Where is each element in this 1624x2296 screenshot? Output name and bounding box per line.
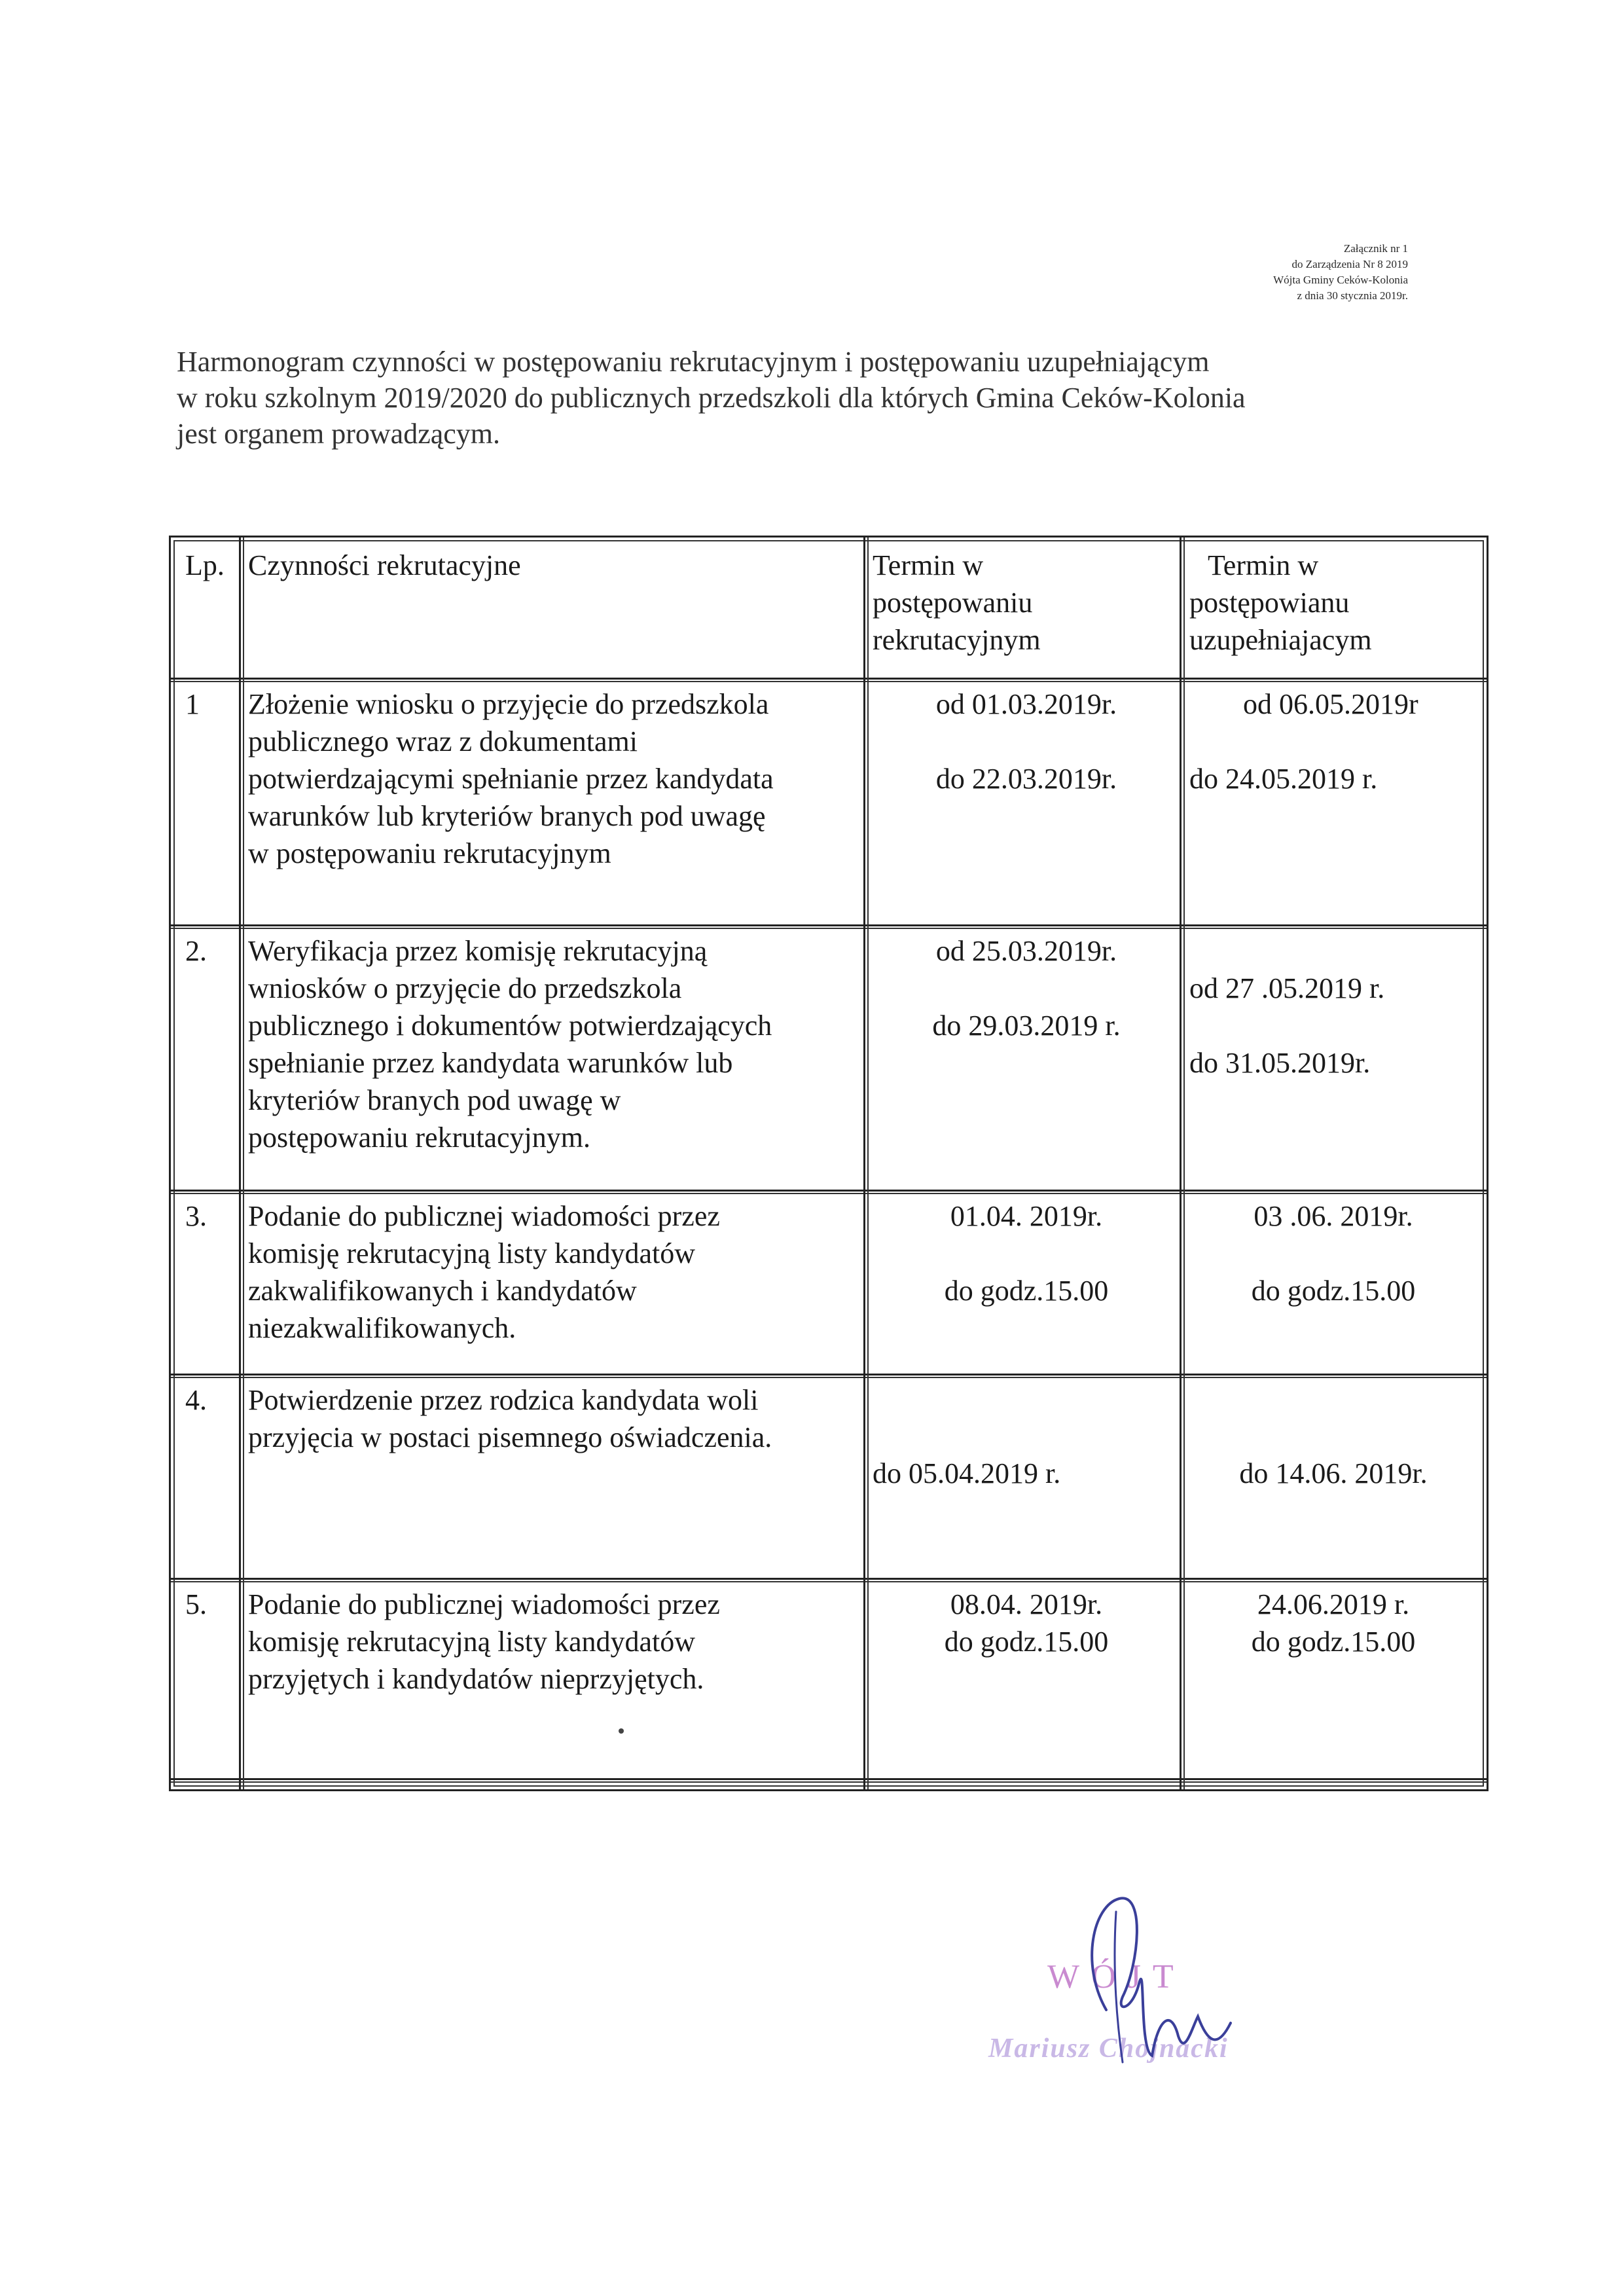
row-divider xyxy=(171,1578,1487,1582)
row-1-activity: Złożenie wniosku o przyjęcie do przedszkola publicznego wraz z dokumentami potwierdzającymi spełnianie przez kandydata warunków lub kryteriów branych pod uwagę w postępowaniu rekrutacyjnym xyxy=(248,688,774,869)
document-title xyxy=(177,344,1420,452)
stamp-name: Mariusz Chojnacki xyxy=(988,2033,1229,2064)
row-divider xyxy=(171,1778,1487,1783)
header-term-recruitment: Termin w postępowaniu rekrutacyjnym xyxy=(873,549,1041,656)
row-4-term-recruitment: do 05.04.2019 r. xyxy=(873,1457,1061,1489)
row-1-lp: 1 xyxy=(185,688,200,720)
annex-line-2: do Zarządzenia Nr 8 2019 xyxy=(1291,258,1408,270)
handwritten-signature xyxy=(982,1886,1322,2082)
row-5-activity: Podanie do publicznej wiadomości przez komisję rekrutacyjną listy kandydatów przyjętych i kandydatów nieprzyjętych. xyxy=(248,1588,720,1695)
column-divider xyxy=(863,538,869,1789)
row-3-term-supplementary: 03 .06. 2019r. do godz.15.00 xyxy=(1251,1200,1416,1307)
header-lp: Lp. xyxy=(185,549,225,581)
stray-mark xyxy=(619,1728,624,1734)
row-3-lp: 3. xyxy=(185,1200,207,1232)
row-divider xyxy=(171,1374,1487,1378)
annex-line-1: Załącznik nr 1 xyxy=(1343,242,1408,255)
row-5-term-recruitment: 08.04. 2019r. do godz.15.00 xyxy=(944,1588,1109,1658)
row-1-term-recruitment: od 01.03.2019r. do 22.03.2019r. xyxy=(935,688,1117,795)
row-3-term-recruitment: 01.04. 2019r. do godz.15.00 xyxy=(944,1200,1109,1307)
header-activity: Czynności rekrutacyjne xyxy=(248,549,521,581)
row-4-activity: Potwierdzenie przez rodzica kandydata woli przyjęcia w postaci pisemnego oświadczenia. xyxy=(248,1384,772,1453)
row-divider xyxy=(171,924,1487,929)
row-2-term-supplementary: od 27 .05.2019 r. do 31.05.2019r. xyxy=(1189,972,1385,1079)
stamp-title: WÓJT xyxy=(1047,1958,1185,1995)
column-divider xyxy=(239,538,244,1789)
row-2-lp: 2. xyxy=(185,935,207,967)
row-2-activity: Weryfikacja przez komisję rekrutacyjną wniosków o przyjęcie do przedszkola publicznego i dokumentów potwierdzających spełnianie przez kandydata warunków lub kryteriów branych pod uwagę w postępowaniu rekrutacyjnym. xyxy=(248,935,772,1154)
row-divider xyxy=(171,1190,1487,1194)
annex-line-3: Wójta Gminy Ceków-Kolonia xyxy=(1273,274,1408,286)
row-4-lp: 4. xyxy=(185,1384,207,1416)
row-1-term-supplementary: od 06.05.2019r do 24.05.2019 r. xyxy=(1189,688,1418,795)
title-line-1: Harmonogram czynności w postępowaniu rekrutacyjnym i postępowaniu uzupełniającym xyxy=(177,346,1210,378)
header-term-supplementary: Termin w postępowianu uzupełniajacym xyxy=(1189,549,1372,656)
title-line-2: w roku szkolnym 2019/2020 do publicznych przedszkoli dla których Gmina Ceków-Kolonia xyxy=(177,382,1246,414)
row-divider xyxy=(171,678,1487,682)
annex-line-4: z dnia 30 stycznia 2019r. xyxy=(1297,289,1408,302)
row-3-activity: Podanie do publicznej wiadomości przez komisję rekrutacyjną listy kandydatów zakwalifikowanych i kandydatów niezakwalifikowanych. xyxy=(248,1200,720,1344)
row-5-lp: 5. xyxy=(185,1588,207,1620)
schedule-table xyxy=(169,536,1489,1791)
row-5-term-supplementary: 24.06.2019 r. do godz.15.00 xyxy=(1251,1588,1416,1658)
annex-note xyxy=(1133,241,1408,304)
row-2-term-recruitment: od 25.03.2019r. do 29.03.2019 r. xyxy=(932,935,1121,1042)
title-line-3: jest organem prowadzącym. xyxy=(177,418,501,450)
row-4-term-supplementary: do 14.06. 2019r. xyxy=(1239,1457,1428,1489)
column-divider xyxy=(1180,538,1185,1789)
